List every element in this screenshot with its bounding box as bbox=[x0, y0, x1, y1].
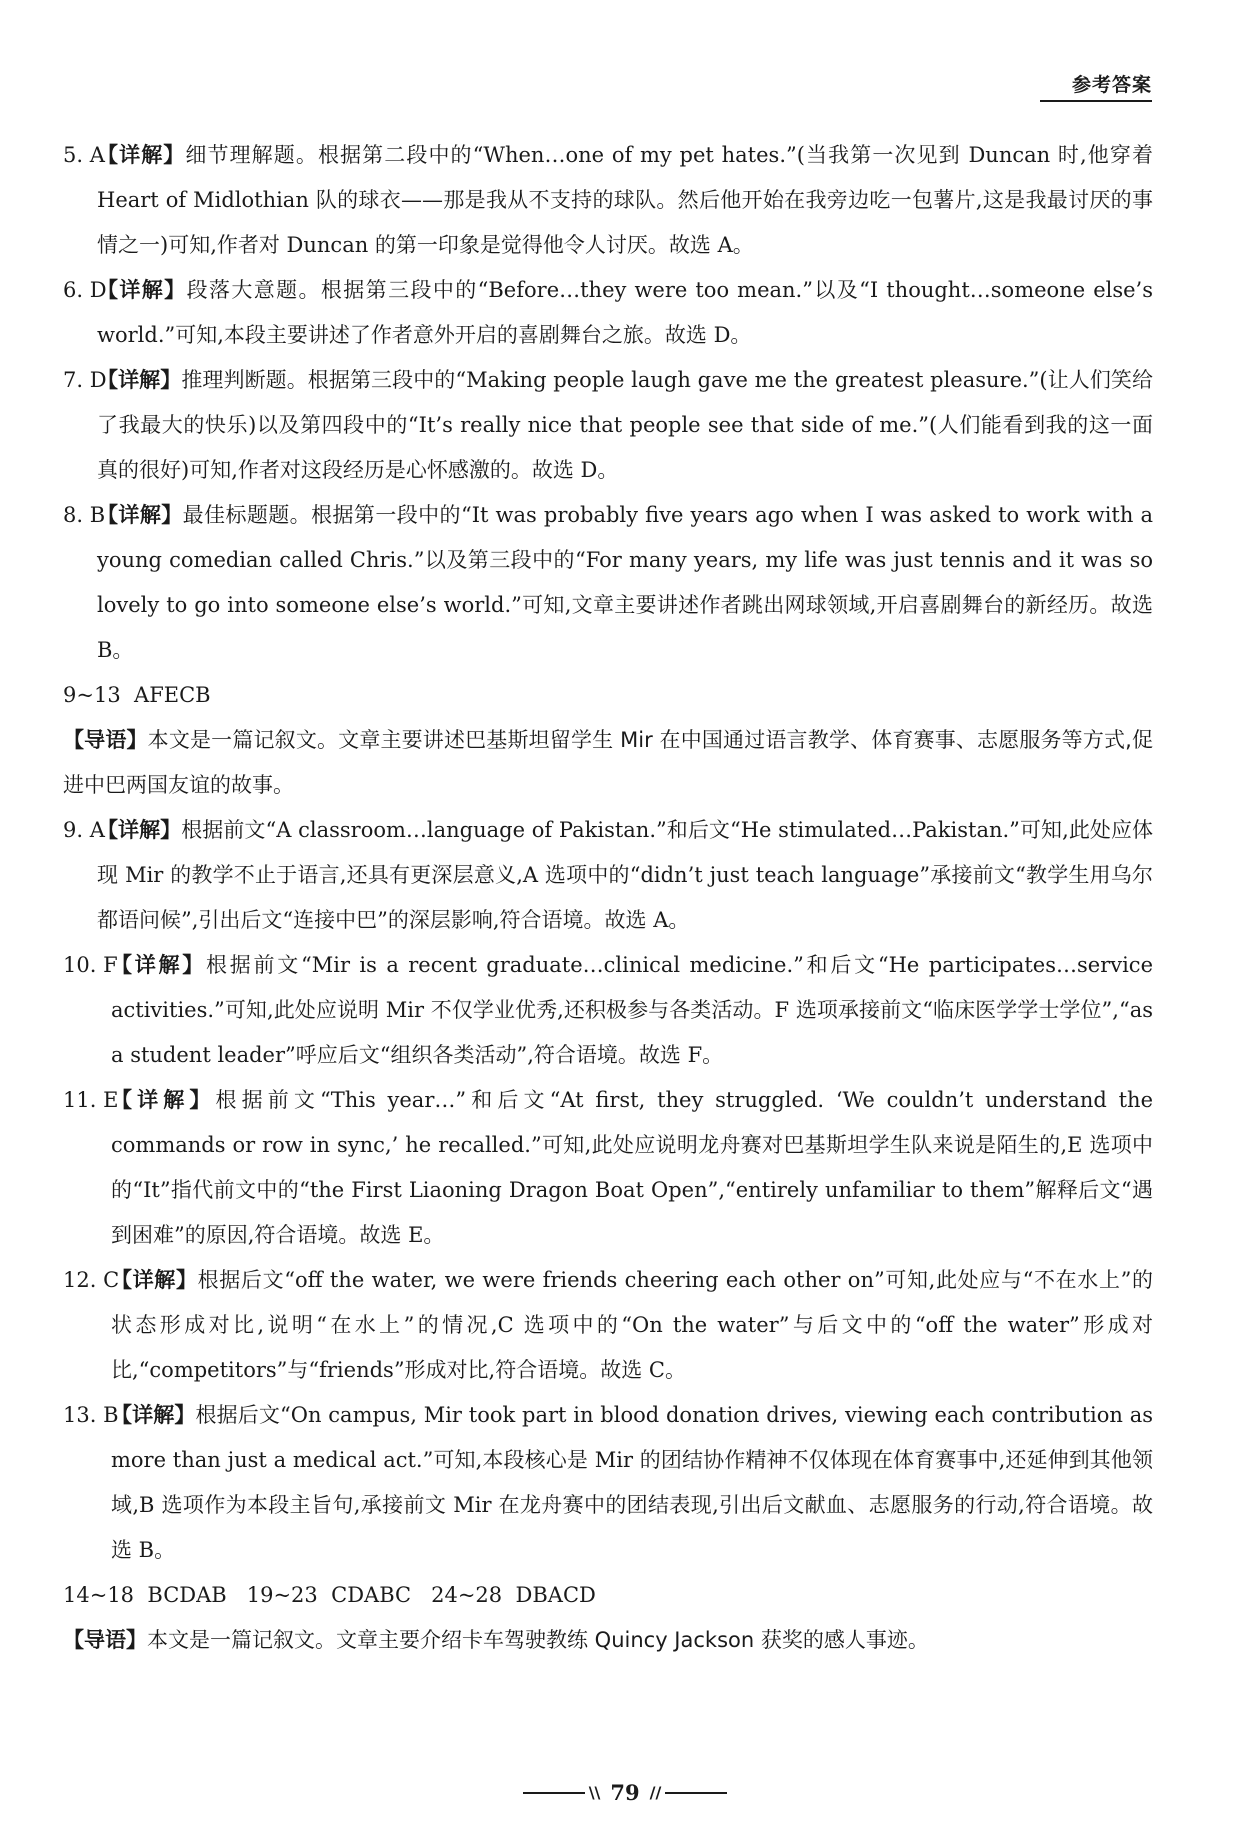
intro-text: 本文是一篇记叙文。文章主要讲述巴基斯坦留学生 Mir 在中国通过语言教学、体育赛事、志愿服务等方式,促进中巴两国友谊的故事。 bbox=[63, 728, 1154, 797]
header-title: 参考答案 bbox=[1071, 74, 1152, 96]
item-text: 根据前文“Mir is a recent graduate…clinical medicine.”和后文“He participates…service activities.”可知,此处应说明 Mir 不仅学业优秀,还积极参与各类活动。F 选项承接前文“临床医学学士学位”,“as a student leader”呼应后文“组织各类活动”,符合语境。故选 F。 bbox=[111, 953, 1154, 1067]
detail-tag: 【详解】 bbox=[111, 1403, 196, 1427]
item-number: 13. B bbox=[63, 1403, 119, 1427]
item-text: 推理判断题。根据第三段中的“Making people laugh gave me the greatest pleasure.”(让人们笑给了我最大的快乐)以及第四段中的“It’s really nice that people see that side of me.”(人们能看到我的这一面真的很好)可知,作者对这段经历是心怀感激的。故选 D。 bbox=[97, 368, 1154, 482]
item-number: 10. F bbox=[63, 953, 118, 977]
item-text: 根据前文“This year…”和后文“At first, they struggled. ‘We couldn’t understand the commands or row in sync,’ he recalled.”可知,此处应说明龙舟赛对巴基斯坦学生队来说是陌生的,E 选项中的“It”指代前文中的“the First Liaoning Dragon Boat Open”,“entirely unfamiliar to them”解释后文“遇到困难”的原因,符合语境。故选 E。 bbox=[111, 1088, 1153, 1247]
item-text: 细节理解题。根据第二段中的“When…one of my pet hates.”(当我第一次见到 Duncan 时,他穿着 Heart of Midlothian 队的球衣——那是我从不支持的球队。然后他开始在我旁边吃一包薯片,这是我最讨厌的事情之一)可知,作者对 Duncan 的第一印象是觉得他令人讨厌。故选 A。 bbox=[97, 143, 1153, 257]
answer-item bbox=[63, 943, 1153, 1078]
answer-item bbox=[63, 1393, 1153, 1573]
answer-content bbox=[63, 133, 1153, 1663]
answer-item bbox=[63, 808, 1153, 943]
footer-ornament-left: \\ bbox=[523, 1783, 605, 1802]
item-number: 12. C bbox=[63, 1268, 120, 1292]
detail-tag: 【详解】 bbox=[111, 1088, 216, 1112]
item-text: 段落大意题。根据第三段中的“Before…they were too mean.”以及“I thought…someone else’s world.”可知,本段主要讲述了作者意外开启的喜剧舞台之旅。故选 D。 bbox=[97, 278, 1153, 347]
intro-paragraph bbox=[63, 718, 1153, 808]
item-number: 8. B bbox=[63, 503, 106, 527]
item-number: 5. A bbox=[63, 143, 105, 167]
intro-paragraph bbox=[63, 1618, 1153, 1663]
answer-item bbox=[63, 268, 1153, 358]
detail-tag: 【详解】 bbox=[97, 143, 186, 167]
detail-tag: 【详解】 bbox=[111, 1268, 198, 1292]
intro-tag: 【导语】 bbox=[63, 1628, 147, 1652]
detail-tag: 【详解】 bbox=[97, 368, 182, 392]
item-text: 根据后文“On campus, Mir took part in blood donation drives, viewing each contribution as more than just a medical act.”可知,本段核心是 Mir 的团结协作精神不仅体现在体育赛事中,还延伸到其他领域,B 选项作为本段主旨句,承接前文 Mir 在龙舟赛中的团结表现,引出后文献血、志愿服务的行动,符合语境。故选 B。 bbox=[111, 1403, 1154, 1562]
item-text: 根据前文“A classroom…language of Pakistan.”和后文“He stimulated…Pakistan.”可知,此处应体现 Mir 的教学不止于语言,还具有更深层意义,A 选项中的“didn’t just teach language”承接前文“教学生用乌尔都语问候”,引出后文“连接中巴”的深层影响,符合语境。故选 A。 bbox=[97, 818, 1154, 932]
footer-ornament-right: // bbox=[646, 1783, 728, 1802]
page-footer bbox=[0, 1780, 1250, 1805]
item-number: 7. D bbox=[63, 368, 107, 392]
item-number: 9. A bbox=[63, 818, 105, 842]
item-number: 6. D bbox=[63, 278, 107, 302]
detail-tag: 【详解】 bbox=[111, 953, 206, 977]
detail-tag: 【详解】 bbox=[97, 503, 183, 527]
answer-item bbox=[63, 493, 1153, 673]
item-text: 根据后文“off the water, we were friends cheering each other on”可知,此处应与“不在水上”的状态形成对比,说明“在水上”的情况,C 选项中的“On the water”与后文中的“off the water”形成对比,“competitors”与“friends”形成对比,符合语境。故选 C。 bbox=[111, 1268, 1154, 1382]
detail-tag: 【详解】 bbox=[97, 278, 187, 302]
intro-text: 本文是一篇记叙文。文章主要介绍卡车驾驶教练 Quincy Jackson 获奖的感人事迹。 bbox=[147, 1628, 929, 1652]
item-text: 最佳标题题。根据第一段中的“It was probably five years ago when I was asked to work with a young comedian called Chris.”以及第三段中的“For many years, my life was just tennis and it was so lovely to go into someone else’s world.”可知,文章主要讲述作者跳出网球领域,开启喜剧舞台的新经历。故选 B。 bbox=[97, 503, 1153, 662]
answer-item bbox=[63, 1078, 1153, 1258]
answer-key-line: 9~13 AFECB bbox=[63, 683, 211, 707]
header-rule bbox=[1040, 100, 1152, 102]
intro-tag: 【导语】 bbox=[63, 728, 148, 752]
item-number: 11. E bbox=[63, 1088, 119, 1112]
answer-item bbox=[63, 1258, 1153, 1393]
answer-key-line: 14~18 BCDAB 19~23 CDABC 24~28 DBACD bbox=[63, 1583, 596, 1607]
page-number: 79 bbox=[610, 1780, 640, 1805]
answer-item bbox=[63, 133, 1153, 268]
detail-tag: 【详解】 bbox=[97, 818, 182, 842]
answer-item bbox=[63, 358, 1153, 493]
